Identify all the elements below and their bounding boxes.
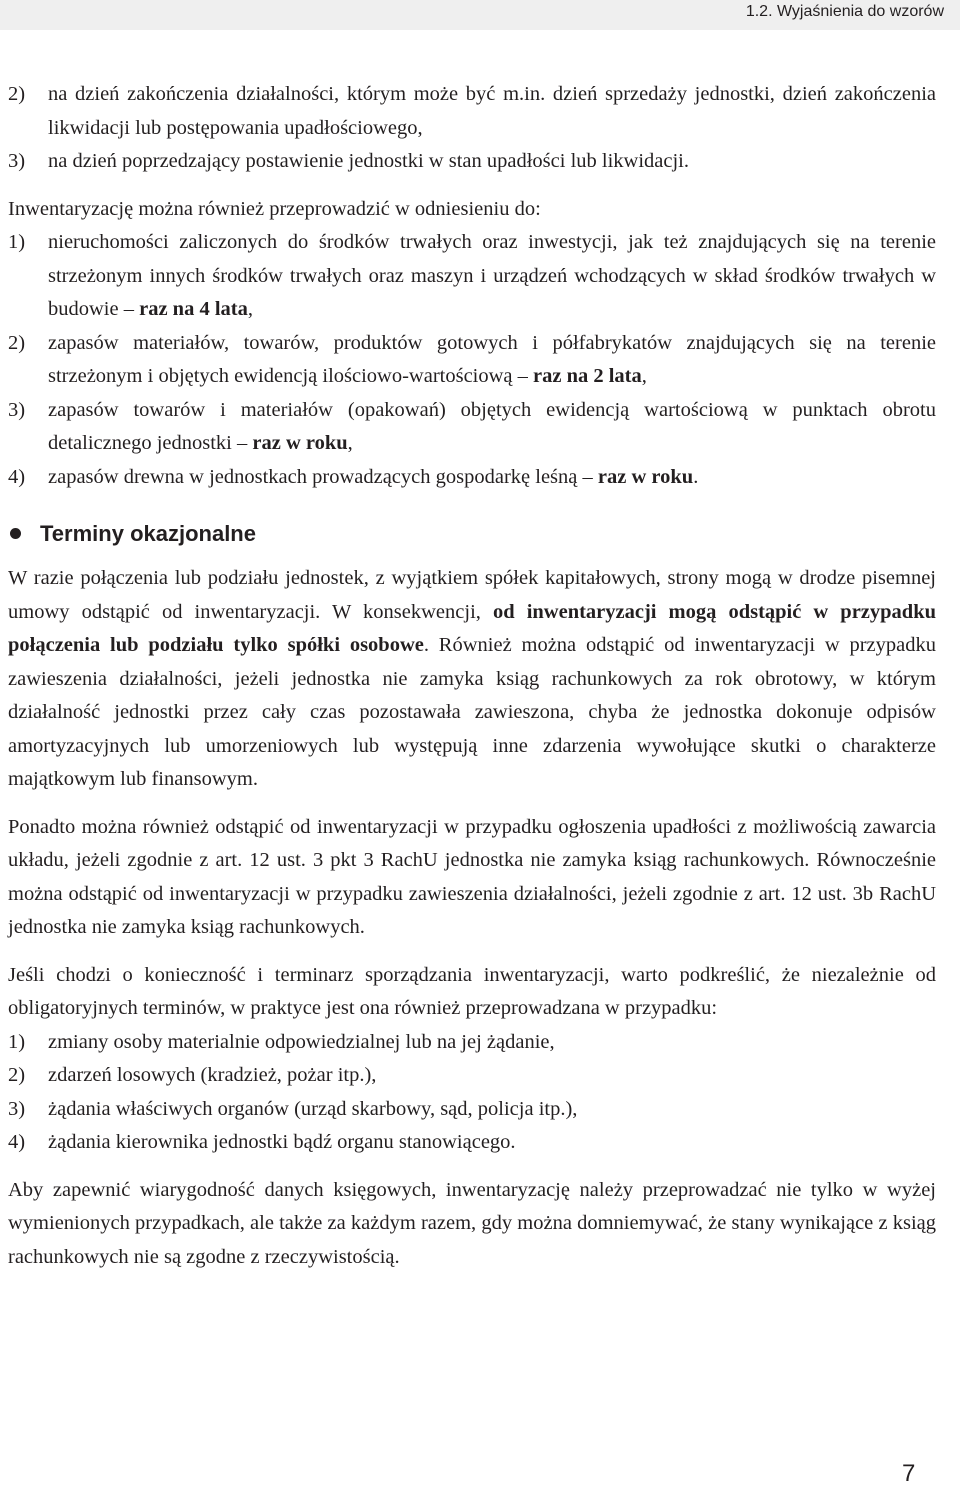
list-text: na dzień poprzedzający postawienie jednostki w stan upadłości lub likwidacji. [48, 150, 690, 172]
running-header-title: 1.2. Wyjaśnienia do wzorów [745, 3, 944, 20]
list-text: zapasów drewna w jednostkach prowadzących gospodarkę leśną – [48, 465, 598, 488]
list-end: , [641, 365, 647, 387]
list-number: 2) [8, 1064, 26, 1086]
final-paragraph: Aby zapewnić wiarygodność danych księgowych, inwentaryzację należy przeprowadzać nie tylko w wyżej wymienionych przypadkach, ale także za każdym razem, gdy można domniemywać, że stany wynikające z ksiąg rachunkowych nie są zgodne z rzeczywistością. [8, 1178, 936, 1268]
list-text: zdarzeń losowych (kradzież, pożar itp.), [48, 1064, 377, 1086]
bullet-icon [10, 528, 21, 539]
interval-bold: raz na 2 lata [533, 365, 642, 387]
list-item [8, 1059, 936, 1093]
list-item [8, 461, 936, 495]
list-item [8, 1093, 936, 1127]
list-item [8, 1026, 936, 1060]
list-item [8, 226, 936, 327]
list-text: zapasów towarów i materiałów (opakowań) objętych ewidencją wartościową w punktach obrotu detalicznego jednostki – [48, 398, 936, 454]
list-end: , [347, 432, 353, 454]
paragraph-bold: od inwentaryzacji mogą odstąpić w przypadku połączenia lub podziału tylko spółki osobowe [8, 600, 936, 656]
necessity-paragraph: Jeśli chodzi o konieczność i terminarz sporządzania inwentaryzacji, warto podkreślić, że niezależnie od obligatoryjnych terminów, w praktyce jest ona również przeprowadzana w przypadku: [8, 963, 936, 1019]
paragraph-text: W razie połączenia lub podziału jednostek, z wyjątkiem spółek kapitałowych, strony mogą w drodze pisemnej umowy odstąpić od inwentaryzacji. W konsekwencji, [8, 567, 936, 623]
list-end: , [247, 298, 253, 320]
list-end: . [693, 465, 699, 488]
list-number: 4) [8, 1131, 26, 1153]
interval-bold: raz w roku [252, 432, 348, 454]
bankruptcy-paragraph: Ponadto można również odstąpić od inwentaryzacji w przypadku ogłoszenia upadłości z możliwością zawarcia układu, jeżeli zgodnie z art. 12 ust. 3 pkt 3 RachU jednostka nie zamyka ksiąg rachunkowych. Równocześnie można odstąpić od inwentaryzacji w przypadku zawieszenia działalności, jeżeli zgodnie z art. 12 ust. 3b RachU jednostka nie zamyka ksiąg rachunkowych. [8, 815, 936, 938]
list-number: 2) [8, 83, 26, 105]
occasional-paragraph [8, 562, 936, 797]
list-number: 1) [8, 231, 26, 253]
page-number: 7 [902, 1460, 916, 1487]
list-text: zmiany osoby materialnie odpowiedzialnej lub na jej żądanie, [48, 1030, 555, 1053]
list-item [8, 145, 936, 179]
list-text: zapasów materiałów, towarów, produktów gotowych i półfabrykatów znajdujących się na terenie strzeżonym i objętych ewidencją ilościowo-wartościową – [48, 331, 936, 387]
list-text: na dzień zakończenia działalności, którym może być m.in. dzień sprzedaży jednostki, dzień zakończenia likwidacji lub postępowania upadłościowego, [48, 83, 936, 139]
interval-bold: raz w roku [597, 465, 694, 488]
list-number: 3) [8, 398, 26, 421]
list-item [8, 394, 936, 461]
section-title: Terminy okazjonalne [40, 521, 256, 546]
list-number: 3) [8, 150, 26, 172]
interval-bold: raz na 4 lata [139, 298, 248, 320]
intro-paragraph: Inwentaryzację można również przeprowadzić w odniesieniu do: [8, 197, 541, 220]
paragraph-text: . Również można odstąpić od inwentaryzacji w przypadku zawieszenia działalności, jeżeli jednostka nie zamyka ksiąg rachunkowych za rok obrotowy, w którym działalność jednostki przez cały czas pozostawała zawieszona, chyba że jednostka dokonuje odpisów amortyzacyjnych lub umorzeniowych lub występują inne zdarzenia wywołujące skutki o charakterze majątkowym lub finansowym. [8, 634, 936, 790]
list-number: 3) [8, 1097, 26, 1120]
section-heading [8, 512, 936, 556]
list-text: żądania kierownika jednostki bądź organu stanowiącego. [48, 1131, 516, 1153]
list-item [8, 78, 936, 145]
list-item [8, 1126, 936, 1160]
list-item [8, 327, 936, 394]
list-text: nieruchomości zaliczonych do środków trwałych oraz inwestycji, jak też znajdujących się na terenie strzeżonym innych środków trwałych oraz maszyn i urządzeń wchodzących w skład środków trwałych w budowie – [48, 231, 936, 320]
list-text: żądania właściwych organów (urząd skarbowy, sąd, policja itp.), [48, 1097, 578, 1120]
running-header [0, 0, 960, 30]
list-number: 1) [8, 1030, 26, 1053]
list-number: 2) [8, 331, 26, 354]
list-number: 4) [8, 465, 26, 488]
page-body [8, 78, 936, 1274]
